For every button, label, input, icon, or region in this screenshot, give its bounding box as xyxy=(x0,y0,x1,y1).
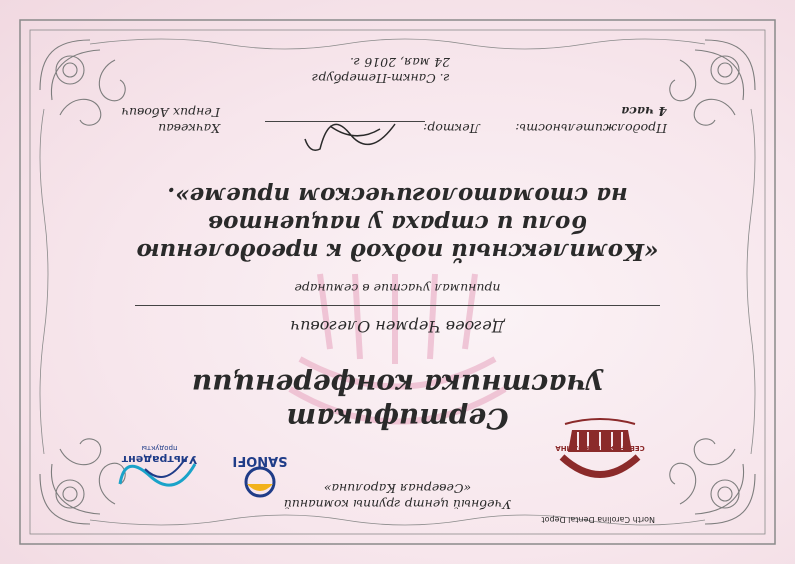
name-underline xyxy=(135,305,660,306)
city: г. Санкт-Петербург xyxy=(312,71,450,86)
participation-text: принимал участие в семинаре xyxy=(294,281,501,296)
date: 24 мая, 2016 г. xyxy=(350,55,450,70)
left-logo-text: СЕВЕРНАЯ КАРОЛИНА xyxy=(555,444,645,452)
ultradent-text: Ультрадент xyxy=(121,453,198,466)
certificate-title: Сертификат xyxy=(286,402,509,435)
left-logo-caption: North Carolina Dental Depot xyxy=(541,515,655,524)
lecturer-name-line2: Генрих Абович xyxy=(121,105,220,120)
training-center-line2: «Северная Каролина» xyxy=(323,481,472,496)
corner-ornament-bl xyxy=(670,40,755,125)
lecturer-label: Лектор: xyxy=(423,121,480,136)
duration-label: Продолжительность: xyxy=(515,121,667,136)
lecturer-signature xyxy=(300,114,400,164)
seminar-title-line2: боли и страха у пациентов xyxy=(208,210,587,237)
sanofi-text: SANOFI xyxy=(232,453,288,468)
seminar-title-line1: «Комплексный подход к преодолению xyxy=(136,238,659,265)
seminar-title-line3: на стоматологическом приеме». xyxy=(167,182,628,209)
certificate-subtitle: участника конференции xyxy=(191,368,604,401)
training-center-line1: Учебный центр группы компаний xyxy=(283,497,512,512)
ultradent-sub: продукты xyxy=(141,444,178,452)
corner-ornament-br xyxy=(40,40,125,125)
lecturer-name-line1: Хачкеваи xyxy=(158,121,220,136)
participant-name: Дегоев Чермен Олегович xyxy=(290,317,505,336)
duration-value: 4 часа xyxy=(621,104,667,119)
